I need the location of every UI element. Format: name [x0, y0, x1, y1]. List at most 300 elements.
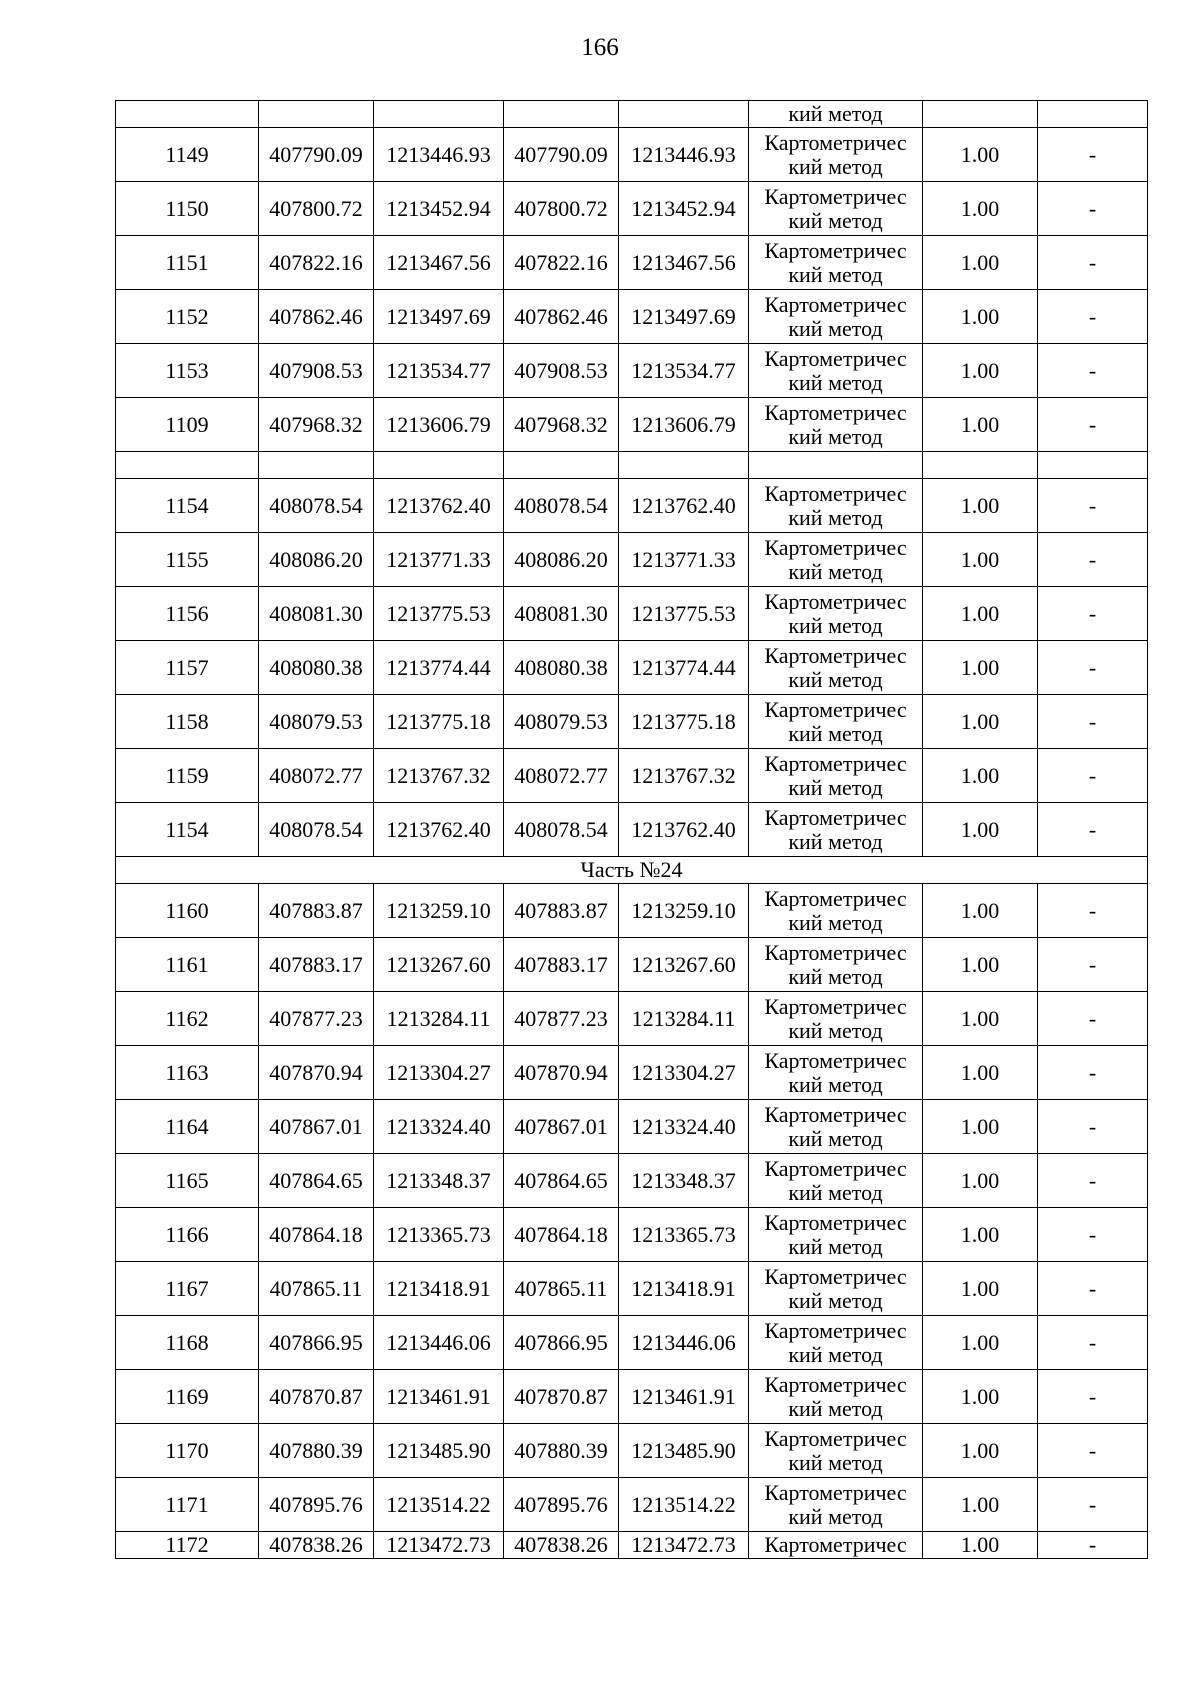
- cell-x2: 407865.11: [504, 1262, 619, 1316]
- method-line-2: кий метод: [788, 1125, 883, 1151]
- method-line-1: Картометричес: [764, 588, 907, 614]
- cell-x1: 408078.54: [259, 803, 374, 857]
- cell-note: -: [1038, 398, 1148, 452]
- cell-y1: [374, 101, 504, 128]
- method-line-1: Картометричес: [764, 1155, 907, 1181]
- cell-id: 1151: [116, 236, 259, 290]
- method-line-1: Картометричес: [764, 291, 907, 317]
- cell-x1: 407790.09: [259, 128, 374, 182]
- cell-x2: 408081.30: [504, 587, 619, 641]
- method-line-1: Картометричес: [764, 1263, 907, 1289]
- cell-y1: 1213348.37: [374, 1154, 504, 1208]
- cell-id: 1154: [116, 479, 259, 533]
- table-row: [116, 695, 1148, 749]
- cell-accuracy: 1.00: [923, 1478, 1038, 1532]
- cell-note: -: [1038, 182, 1148, 236]
- cell-method: [749, 587, 923, 641]
- cell-method: [749, 695, 923, 749]
- cell-id: 1162: [116, 992, 259, 1046]
- cell-x1: 408080.38: [259, 641, 374, 695]
- cell-id: 1157: [116, 641, 259, 695]
- cell-y1: 1213762.40: [374, 803, 504, 857]
- method-line-2: кий метод: [788, 1071, 883, 1097]
- cell-x1: 407800.72: [259, 182, 374, 236]
- table-row: [116, 992, 1148, 1046]
- cell-note: -: [1038, 641, 1148, 695]
- cell-x1: 407822.16: [259, 236, 374, 290]
- cell-x2: 407870.94: [504, 1046, 619, 1100]
- table-row: [116, 938, 1148, 992]
- cell-x1: 408072.77: [259, 749, 374, 803]
- cell-y1: 1213774.44: [374, 641, 504, 695]
- cell-method: [749, 749, 923, 803]
- cell-x1: 407865.11: [259, 1262, 374, 1316]
- method-line-1: Картометричес: [764, 642, 907, 668]
- cell-x2: 407908.53: [504, 344, 619, 398]
- cell-method: Картометричес: [749, 1532, 923, 1559]
- cell-accuracy: 1.00: [923, 236, 1038, 290]
- table-row: [116, 290, 1148, 344]
- cell-x1: 408081.30: [259, 587, 374, 641]
- method-line-2: кий метод: [788, 1179, 883, 1205]
- cell-x2: 408078.54: [504, 803, 619, 857]
- cell-x2: 408080.38: [504, 641, 619, 695]
- cell-y1: 1213514.22: [374, 1478, 504, 1532]
- cell-y2: 1213267.60: [619, 938, 749, 992]
- table-row-partial-top: [116, 101, 1148, 128]
- cell-y1: 1213446.06: [374, 1316, 504, 1370]
- cell-accuracy: 1.00: [923, 749, 1038, 803]
- method-line-1: Картометричес: [764, 1209, 907, 1235]
- cell-x1: 407867.01: [259, 1100, 374, 1154]
- cell-x2: 408078.54: [504, 479, 619, 533]
- cell-id: 1156: [116, 587, 259, 641]
- cell-y1: 1213472.73: [374, 1532, 504, 1559]
- cell-x1: 407908.53: [259, 344, 374, 398]
- cell-y1: 1213304.27: [374, 1046, 504, 1100]
- cell-id: 1167: [116, 1262, 259, 1316]
- cell-id: 1155: [116, 533, 259, 587]
- method-line-1: Картометричес: [764, 1317, 907, 1343]
- table-row: [116, 587, 1148, 641]
- table-row: [116, 1370, 1148, 1424]
- cell-y1: 1213485.90: [374, 1424, 504, 1478]
- cell-accuracy: 1.00: [923, 1370, 1038, 1424]
- cell-method: [749, 1100, 923, 1154]
- cell-x2: 407864.18: [504, 1208, 619, 1262]
- method-line-1: Картометричес: [764, 1047, 907, 1073]
- cell-y2: 1213324.40: [619, 1100, 749, 1154]
- coordinates-table: [115, 100, 1148, 1559]
- table-row: [116, 1154, 1148, 1208]
- cell-method: кий метод: [749, 101, 923, 128]
- cell-id: 1170: [116, 1424, 259, 1478]
- cell-method: [749, 938, 923, 992]
- cell-id: 1172: [116, 1532, 259, 1559]
- cell-y1: 1213775.53: [374, 587, 504, 641]
- table-row-empty: [116, 452, 1148, 479]
- cell-accuracy: 1.00: [923, 344, 1038, 398]
- cell-method: [749, 1046, 923, 1100]
- cell-accuracy: 1.00: [923, 1154, 1038, 1208]
- cell-x1: [259, 101, 374, 128]
- cell-accuracy: 1.00: [923, 398, 1038, 452]
- cell-note: -: [1038, 236, 1148, 290]
- method-line-1: Картометричес: [764, 750, 907, 776]
- cell-note: -: [1038, 533, 1148, 587]
- cell-x2: 407790.09: [504, 128, 619, 182]
- cell-method: [749, 1370, 923, 1424]
- table-row: [116, 533, 1148, 587]
- cell-note: -: [1038, 1532, 1148, 1559]
- cell-note: -: [1038, 1262, 1148, 1316]
- cell-x1: 407883.87: [259, 884, 374, 938]
- cell-id: 1168: [116, 1316, 259, 1370]
- table-row: [116, 1316, 1148, 1370]
- cell-method: [749, 398, 923, 452]
- cell-y2: 1213775.18: [619, 695, 749, 749]
- method-line-2: кий метод: [788, 1341, 883, 1367]
- cell-method: [749, 128, 923, 182]
- table-row: [116, 1208, 1148, 1262]
- cell-x2: 407883.17: [504, 938, 619, 992]
- cell-x2: 407880.39: [504, 1424, 619, 1478]
- cell-y1: 1213497.69: [374, 290, 504, 344]
- table-row: [116, 749, 1148, 803]
- table-row: [116, 479, 1148, 533]
- method-line-1: Картометричес: [764, 885, 907, 911]
- cell-method: [749, 1478, 923, 1532]
- method-line-2: кий метод: [788, 612, 883, 638]
- cell-note: -: [1038, 1100, 1148, 1154]
- method-line-2: кий метод: [788, 207, 883, 233]
- cell-x1: 407877.23: [259, 992, 374, 1046]
- method-line-1: Картометричес: [764, 1371, 907, 1397]
- method-line-2: кий метод: [788, 153, 883, 179]
- cell-y1: [374, 452, 504, 479]
- method-line-2: кий метод: [788, 720, 883, 746]
- cell-note: -: [1038, 587, 1148, 641]
- cell-note: -: [1038, 290, 1148, 344]
- table-row-partial-bottom: [116, 1532, 1148, 1559]
- cell-method: [749, 344, 923, 398]
- cell-id: 1164: [116, 1100, 259, 1154]
- cell-note: -: [1038, 1208, 1148, 1262]
- table-row: [116, 1478, 1148, 1532]
- cell-method: [749, 1262, 923, 1316]
- method-line-1: Картометричес: [764, 696, 907, 722]
- cell-note: -: [1038, 344, 1148, 398]
- method-line-1: Картометричес: [764, 534, 907, 560]
- cell-x2: 407864.65: [504, 1154, 619, 1208]
- table-row: [116, 1100, 1148, 1154]
- cell-x2: 408072.77: [504, 749, 619, 803]
- cell-accuracy: 1.00: [923, 1262, 1038, 1316]
- cell-accuracy: 1.00: [923, 992, 1038, 1046]
- cell-y2: 1213418.91: [619, 1262, 749, 1316]
- cell-x2: 407800.72: [504, 182, 619, 236]
- table-row: [116, 803, 1148, 857]
- method-line-1: Картометричес: [764, 1425, 907, 1451]
- table-body: [116, 101, 1148, 1559]
- cell-accuracy: 1.00: [923, 803, 1038, 857]
- cell-note: -: [1038, 1370, 1148, 1424]
- cell-id: 1165: [116, 1154, 259, 1208]
- cell-x2: 407877.23: [504, 992, 619, 1046]
- method-line-2: кий метод: [788, 261, 883, 287]
- cell-method: [749, 992, 923, 1046]
- cell-x1: 407880.39: [259, 1424, 374, 1478]
- cell-note: -: [1038, 938, 1148, 992]
- cell-id: 1166: [116, 1208, 259, 1262]
- method-line-2: кий метод: [788, 1017, 883, 1043]
- cell-x1: [259, 452, 374, 479]
- cell-y1: 1213534.77: [374, 344, 504, 398]
- table-row: [116, 236, 1148, 290]
- table-row: [116, 128, 1148, 182]
- cell-x1: 407883.17: [259, 938, 374, 992]
- cell-note: [1038, 452, 1148, 479]
- table-row: [116, 641, 1148, 695]
- cell-y1: 1213762.40: [374, 479, 504, 533]
- cell-x1: 407870.87: [259, 1370, 374, 1424]
- cell-x1: 407968.32: [259, 398, 374, 452]
- cell-y2: 1213348.37: [619, 1154, 749, 1208]
- cell-x1: 407864.18: [259, 1208, 374, 1262]
- cell-y2: 1213771.33: [619, 533, 749, 587]
- method-line-2: кий метод: [788, 423, 883, 449]
- cell-method: [749, 803, 923, 857]
- cell-y2: 1213472.73: [619, 1532, 749, 1559]
- cell-y2: 1213446.93: [619, 128, 749, 182]
- method-line-1: Картометричес: [764, 1479, 907, 1505]
- cell-method: [749, 290, 923, 344]
- method-line-1: Картометричес: [764, 237, 907, 263]
- cell-y1: 1213452.94: [374, 182, 504, 236]
- method-line-2: кий метод: [788, 828, 883, 854]
- cell-note: -: [1038, 884, 1148, 938]
- cell-method: [749, 1316, 923, 1370]
- cell-y2: 1213461.91: [619, 1370, 749, 1424]
- cell-x1: 407838.26: [259, 1532, 374, 1559]
- cell-y1: 1213461.91: [374, 1370, 504, 1424]
- cell-note: -: [1038, 128, 1148, 182]
- cell-note: -: [1038, 803, 1148, 857]
- cell-note: -: [1038, 479, 1148, 533]
- method-line-2: кий метод: [788, 774, 883, 800]
- cell-accuracy: 1.00: [923, 884, 1038, 938]
- cell-y1: 1213267.60: [374, 938, 504, 992]
- cell-note: -: [1038, 1046, 1148, 1100]
- cell-note: -: [1038, 992, 1148, 1046]
- table-row: [116, 398, 1148, 452]
- cell-x2: 407867.01: [504, 1100, 619, 1154]
- cell-method: [749, 1154, 923, 1208]
- cell-id: 1160: [116, 884, 259, 938]
- cell-y1: 1213418.91: [374, 1262, 504, 1316]
- cell-method: [749, 1424, 923, 1478]
- cell-id: 1161: [116, 938, 259, 992]
- cell-y2: 1213767.32: [619, 749, 749, 803]
- cell-y2: 1213304.27: [619, 1046, 749, 1100]
- cell-x1: 408086.20: [259, 533, 374, 587]
- cell-x2: 407862.46: [504, 290, 619, 344]
- cell-id: 1149: [116, 128, 259, 182]
- cell-accuracy: 1.00: [923, 182, 1038, 236]
- cell-y2: 1213762.40: [619, 479, 749, 533]
- cell-id: 1171: [116, 1478, 259, 1532]
- cell-x2: 407838.26: [504, 1532, 619, 1559]
- cell-accuracy: 1.00: [923, 533, 1038, 587]
- cell-note: -: [1038, 749, 1148, 803]
- method-line-2: кий метод: [788, 315, 883, 341]
- cell-x1: 407866.95: [259, 1316, 374, 1370]
- method-line-1: Картометричес: [764, 939, 907, 965]
- cell-accuracy: 1.00: [923, 290, 1038, 344]
- cell-y2: 1213485.90: [619, 1424, 749, 1478]
- cell-accuracy: 1.00: [923, 479, 1038, 533]
- cell-id: 1152: [116, 290, 259, 344]
- cell-accuracy: 1.00: [923, 128, 1038, 182]
- cell-y2: 1213365.73: [619, 1208, 749, 1262]
- cell-accuracy: 1.00: [923, 641, 1038, 695]
- cell-x2: [504, 101, 619, 128]
- cell-x2: 407883.87: [504, 884, 619, 938]
- cell-y2: 1213497.69: [619, 290, 749, 344]
- cell-y1: 1213365.73: [374, 1208, 504, 1262]
- cell-id: 1154: [116, 803, 259, 857]
- cell-accuracy: 1.00: [923, 938, 1038, 992]
- cell-y2: 1213259.10: [619, 884, 749, 938]
- cell-accuracy: [923, 452, 1038, 479]
- cell-x2: [504, 452, 619, 479]
- table-row: [116, 1262, 1148, 1316]
- cell-x2: 407895.76: [504, 1478, 619, 1532]
- method-line-2: кий метод: [788, 369, 883, 395]
- cell-accuracy: 1.00: [923, 1424, 1038, 1478]
- method-line-1: Картометричес: [764, 804, 907, 830]
- method-line-2: кий метод: [788, 504, 883, 530]
- method-line-1: Картометричес: [764, 480, 907, 506]
- table-row: [116, 182, 1148, 236]
- table-row: [116, 344, 1148, 398]
- method-line-1: Картометричес: [764, 1101, 907, 1127]
- cell-x1: 408079.53: [259, 695, 374, 749]
- method-line-1: Картометричес: [764, 993, 907, 1019]
- cell-x2: 408086.20: [504, 533, 619, 587]
- cell-method: [749, 533, 923, 587]
- cell-id: 1153: [116, 344, 259, 398]
- cell-id: 1109: [116, 398, 259, 452]
- cell-accuracy: 1.00: [923, 1532, 1038, 1559]
- cell-y2: 1213534.77: [619, 344, 749, 398]
- cell-y2: 1213284.11: [619, 992, 749, 1046]
- cell-x1: 407862.46: [259, 290, 374, 344]
- cell-y2: [619, 101, 749, 128]
- cell-note: -: [1038, 695, 1148, 749]
- cell-y1: 1213767.32: [374, 749, 504, 803]
- cell-x2: 407822.16: [504, 236, 619, 290]
- cell-method: [749, 452, 923, 479]
- cell-y1: 1213467.56: [374, 236, 504, 290]
- cell-x2: 407870.87: [504, 1370, 619, 1424]
- cell-accuracy: 1.00: [923, 1208, 1038, 1262]
- cell-accuracy: 1.00: [923, 587, 1038, 641]
- cell-accuracy: 1.00: [923, 1100, 1038, 1154]
- method-line-1: Картометричес: [764, 183, 907, 209]
- method-line-2: кий метод: [788, 1449, 883, 1475]
- cell-y2: 1213774.44: [619, 641, 749, 695]
- cell-y2: 1213775.53: [619, 587, 749, 641]
- cell-x1: 407895.76: [259, 1478, 374, 1532]
- cell-id: 1158: [116, 695, 259, 749]
- cell-id: 1169: [116, 1370, 259, 1424]
- method-line-2: кий метод: [788, 1395, 883, 1421]
- cell-note: -: [1038, 1316, 1148, 1370]
- table-row: [116, 1424, 1148, 1478]
- table-row: [116, 884, 1148, 938]
- page-number: 166: [581, 34, 619, 61]
- cell-method: [749, 182, 923, 236]
- cell-y2: 1213762.40: [619, 803, 749, 857]
- part-label: Часть №24: [116, 857, 1148, 884]
- cell-accuracy: 1.00: [923, 1046, 1038, 1100]
- cell-x2: 408079.53: [504, 695, 619, 749]
- method-line-1: Картометричес: [764, 129, 907, 155]
- method-line-2: кий метод: [788, 909, 883, 935]
- cell-accuracy: [923, 101, 1038, 128]
- cell-x1: 407870.94: [259, 1046, 374, 1100]
- method-line-2: кий метод: [788, 1233, 883, 1259]
- cell-x1: 407864.65: [259, 1154, 374, 1208]
- cell-x2: 407866.95: [504, 1316, 619, 1370]
- cell-method: [749, 641, 923, 695]
- cell-id: [116, 101, 259, 128]
- table-row-part-heading: [116, 857, 1148, 884]
- cell-y1: 1213775.18: [374, 695, 504, 749]
- table-row: [116, 1046, 1148, 1100]
- cell-y2: 1213514.22: [619, 1478, 749, 1532]
- method-line-1: Картометричес: [764, 399, 907, 425]
- cell-accuracy: 1.00: [923, 695, 1038, 749]
- cell-method: [749, 236, 923, 290]
- cell-note: -: [1038, 1424, 1148, 1478]
- method-line-2: кий метод: [788, 666, 883, 692]
- method-line-2: кий метод: [788, 1287, 883, 1313]
- cell-x2: 407968.32: [504, 398, 619, 452]
- cell-y1: 1213771.33: [374, 533, 504, 587]
- cell-id: 1150: [116, 182, 259, 236]
- cell-y2: 1213452.94: [619, 182, 749, 236]
- cell-id: 1159: [116, 749, 259, 803]
- cell-y2: 1213606.79: [619, 398, 749, 452]
- cell-method: [749, 1208, 923, 1262]
- cell-y2: 1213446.06: [619, 1316, 749, 1370]
- cell-y1: 1213259.10: [374, 884, 504, 938]
- cell-method: [749, 479, 923, 533]
- cell-y2: [619, 452, 749, 479]
- cell-y1: 1213284.11: [374, 992, 504, 1046]
- method-line-2: кий метод: [788, 558, 883, 584]
- cell-id: [116, 452, 259, 479]
- cell-y1: 1213324.40: [374, 1100, 504, 1154]
- cell-y2: 1213467.56: [619, 236, 749, 290]
- method-line-2: кий метод: [788, 963, 883, 989]
- method-line-1: Картометричес: [764, 345, 907, 371]
- cell-y1: 1213446.93: [374, 128, 504, 182]
- cell-y1: 1213606.79: [374, 398, 504, 452]
- cell-x1: 408078.54: [259, 479, 374, 533]
